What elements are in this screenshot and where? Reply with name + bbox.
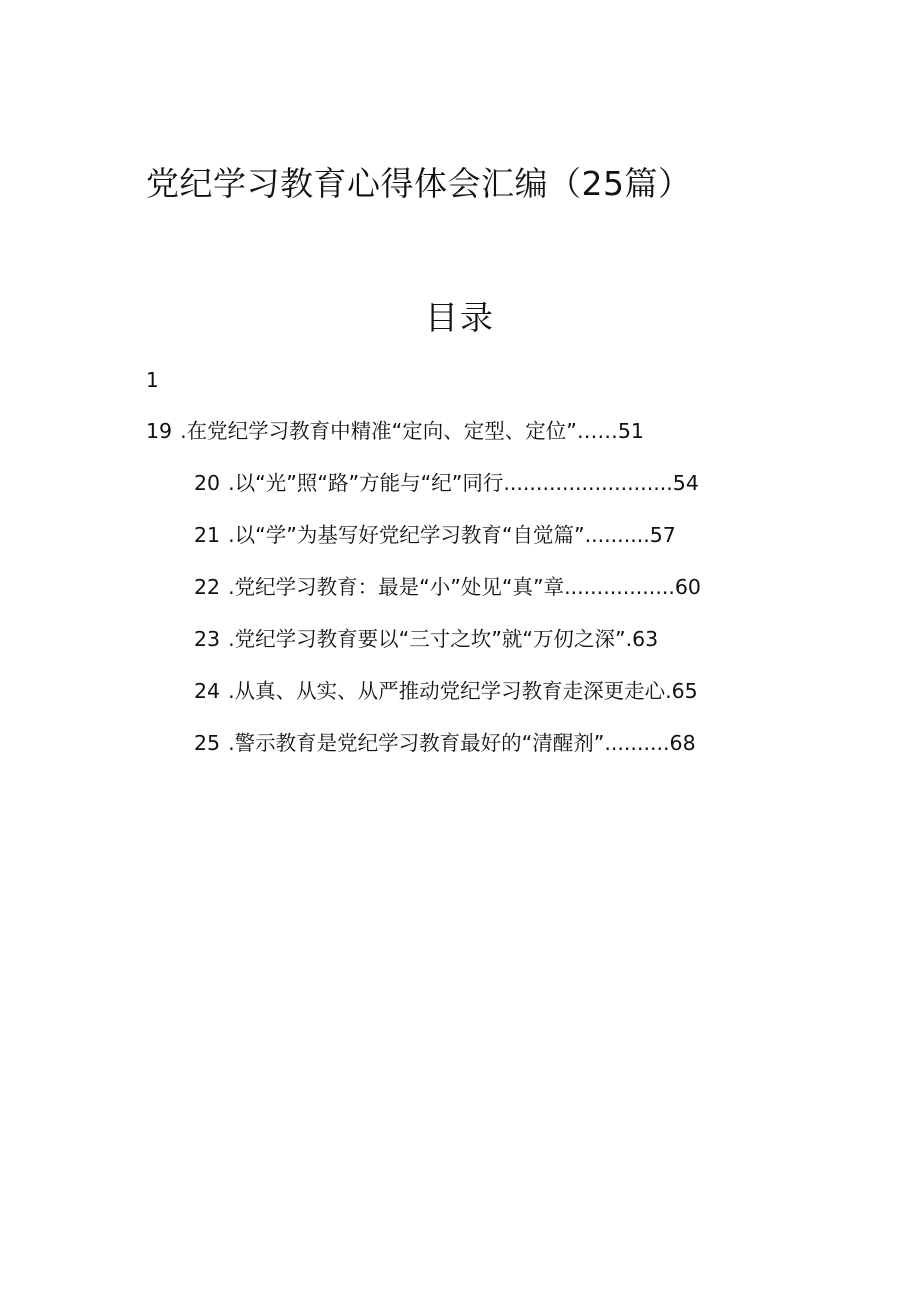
toc-entry-leader: .......... <box>584 523 650 547</box>
toc-entry-title: .党纪学习教育：最是“小”处见“真”章 <box>228 575 565 599</box>
toc-heading: 目录 <box>425 298 495 337</box>
toc-entry-24[interactable] <box>194 678 698 704</box>
toc-entry-page: 65 <box>671 679 698 703</box>
toc-entry-23[interactable] <box>194 626 658 652</box>
toc-entry-page: 51 <box>617 419 644 443</box>
toc-entry-title: .党纪学习教育要以“三寸之坎”就“万仞之深” <box>228 627 626 651</box>
toc-entry-leader: ................. <box>564 575 675 599</box>
toc-entry-page: 60 <box>674 575 701 599</box>
toc-entry-number: 22 <box>194 575 221 599</box>
document-title: 党纪学习教育心得体会汇编（25篇） <box>146 164 692 203</box>
toc-entry-number: 19 <box>146 419 173 443</box>
toc-entry-page: 68 <box>669 731 696 755</box>
toc-entry-number: 20 <box>194 471 221 495</box>
page-marker: 1 <box>146 368 159 392</box>
toc-entry-number: 25 <box>194 731 221 755</box>
toc-entry-number: 21 <box>194 523 221 547</box>
toc-entry-number: 23 <box>194 627 221 651</box>
toc-entry-leader: .......... <box>604 731 670 755</box>
toc-entry-title: .以“光”照“路”方能与“纪”同行 <box>228 471 504 495</box>
toc-entry-page: 57 <box>649 523 676 547</box>
toc-entry-leader: . <box>665 679 672 703</box>
toc-entry-page: 54 <box>672 471 699 495</box>
toc-entry-title: .以“学”为基写好党纪学习教育“自觉篇” <box>228 523 585 547</box>
toc-entry-number: 24 <box>194 679 221 703</box>
toc-entry-21[interactable] <box>194 522 676 548</box>
toc-entry-25[interactable] <box>194 730 696 756</box>
toc-entry-20[interactable] <box>194 470 699 496</box>
toc-entry-leader: …… <box>576 419 618 443</box>
toc-entry-title: .警示教育是党纪学习教育最好的“清醒剂” <box>228 731 605 755</box>
toc-entry-page: 63 <box>632 627 659 651</box>
toc-entry-22[interactable] <box>194 574 701 600</box>
toc-entry-leader: .......................... <box>503 471 673 495</box>
toc-entry-19[interactable] <box>146 418 644 444</box>
toc-entry-leader: . <box>625 627 633 651</box>
toc-entry-title: .在党纪学习教育中精准“定向、定型、定位” <box>180 419 577 443</box>
toc-entry-title: .从真、从实、从严推动党纪学习教育走深更走心 <box>228 679 666 703</box>
